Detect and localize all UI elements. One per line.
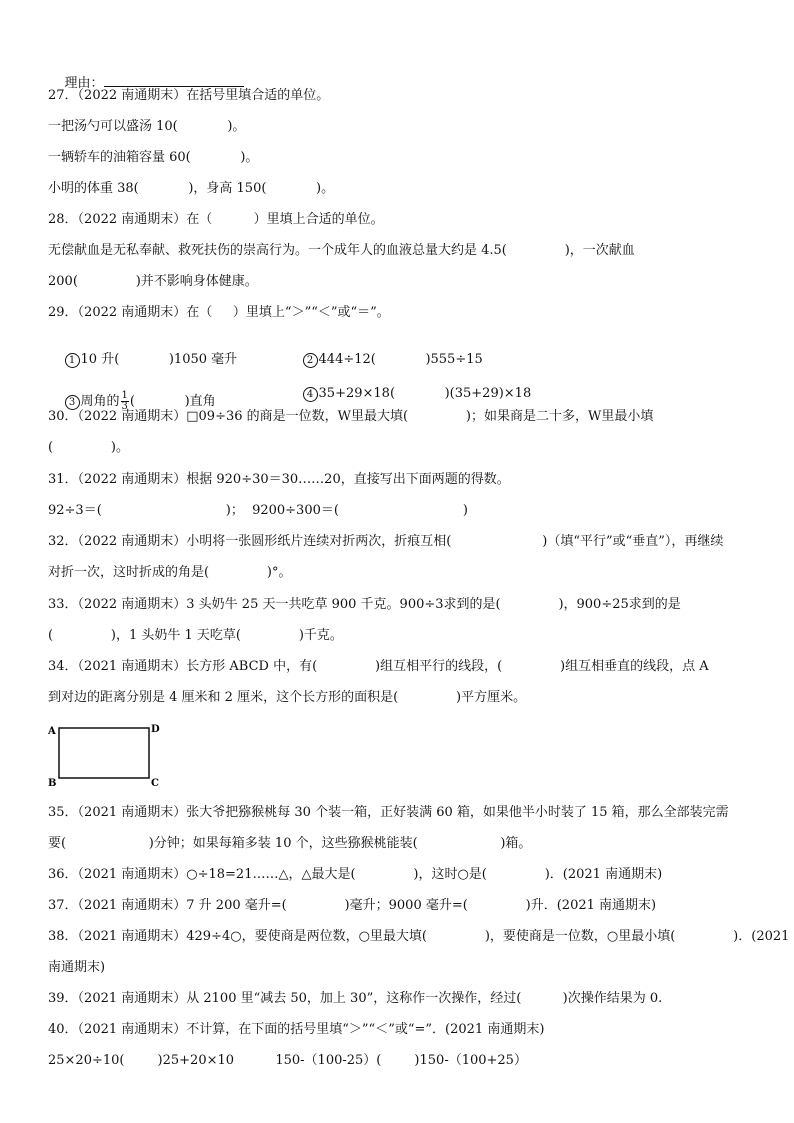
q30-line-1: 30．（2022 南通期末）□09÷36 的商是一位数，W里最大填( )；如果商是二十多，W里最小填 [48,409,654,424]
q29-item-3 [48,366,216,438]
q35-line-2: 要( )分钟；如果每箱多装 10 个，这些猕猴桃能装( )箱。 [48,836,532,851]
fraction-denominator: 3 [121,401,128,412]
q30-line-2: ( )。 [48,440,129,455]
reason-label: 理由： [64,76,104,91]
q28-line-2: 200( )并不影响身体健康。 [48,274,258,289]
q29-item-4-text: 35+29×18( )(35+29)×18 [318,386,532,401]
reason-answer-blank[interactable] [104,74,244,87]
q34-line-2: 到对边的距离分别是 4 厘米和 2 厘米，这个长方形的面积是( )平方厘米。 [48,690,527,705]
circled-number-4: 4 [303,387,318,402]
q34-line-1: 34．（2021 南通期末）长方形 ABCD 中，有( )组互相平行的线段，( )组互相垂直的线段，点 A [48,659,709,674]
q32-line-2: 对折一次，这时折成的角是( )°。 [48,565,292,580]
q36-line-1: 36．（2021 南通期末）○÷18=21……△，△最大是( )，这时○是( )．(2021 南通期末) [48,867,663,882]
q40-line-2: 25×20÷10( )25+20×10 150-（100-25）( )150-（100+25） [48,1053,527,1068]
circled-number-2: 2 [303,353,318,368]
q35-line-1: 35．（2021 南通期末）张大爷把猕猴桃每 30 个装一箱，正好装满 60 箱，如果他半小时装了 15 箱，那么全部装完需 [48,805,729,820]
q38-line-1: 38．（2021 南通期末）429÷4○，要使商是两位数，○里最大填( )，要使商是一位数，○里最小填( )．(2021 [48,929,790,944]
q27-line-2: 一辆轿车的油箱容量 60( )。 [48,150,259,165]
q37-line-1: 37．（2021 南通期末）7 升 200 毫升=( )毫升；9000 毫升=( )升．(2021 南通期末) [48,898,657,913]
q33-line-1: 33．（2022 南通期末）3 头奶牛 25 天一共吃草 900 千克。900÷3求到的是( )，900÷25求到的是 [48,597,681,612]
circled-number-1: 1 [65,353,80,368]
q33-line-2: ( )，1 头奶牛 1 天吃草( )千克。 [48,628,343,643]
q27-line-3: 小明的体重 38( )，身高 150( )。 [48,181,335,196]
rectangle-abcd [59,728,149,778]
q32-line-1: 32．（2022 南通期末）小明将一张圆形纸片连续对折两次，折痕互相( )（填“平行”或“垂直”），再继续 [48,534,724,549]
q38-line-2: 南通期末) [48,960,106,975]
q28-header: 28．（2022 南通期末）在（ ）里填上合适的单位。 [48,212,384,227]
vertex-c-label: C [151,778,159,789]
q27-header: 27．（2022 南通期末）在括号里填合适的单位。 [48,88,330,103]
vertex-b-label: B [48,778,57,789]
vertex-a-label: A [48,726,56,737]
q40-line-1: 40．（2021 南通期末）不计算，在下面的括号里填“＞”“＜”或“=”．(2021 南通期末) [48,1022,545,1037]
q29-header: 29．（2022 南通期末）在（ ）里填上“＞”“＜”或“＝”。 [48,305,390,320]
q29-item-3-pre: 周角的 [80,394,120,409]
q27-line-1: 一把汤勺可以盛汤 10( )。 [48,119,246,134]
q29-item-3-post: ( )直角 [129,394,216,409]
rectangle-abcd-figure [44,720,164,792]
q39-line-1: 39．（2021 南通期末）从 2100 里“减去 50，加上 30”，这称作一次操作，经过( )次操作结果为 0. [48,991,663,1006]
q28-line-1: 无偿献血是无私奉献、救死扶伤的崇高行为。一个成年人的血液总量大约是 4.5( )，一次献血 [48,243,635,258]
q31-header: 31．（2022 南通期末）根据 920÷30＝30……20，直接写出下面两题的得数。 [48,472,510,487]
q29-item-1-text: 10 升( )1050 毫升 [80,352,238,367]
circled-number-3: 3 [65,395,80,410]
vertex-d-label: D [151,724,160,735]
q29-item-2-text: 444÷12( )555÷15 [318,352,483,367]
q31-line-1: 92÷3＝( )； 9200÷300＝( ) [48,503,468,518]
fraction-numerator: 1 [121,390,128,401]
